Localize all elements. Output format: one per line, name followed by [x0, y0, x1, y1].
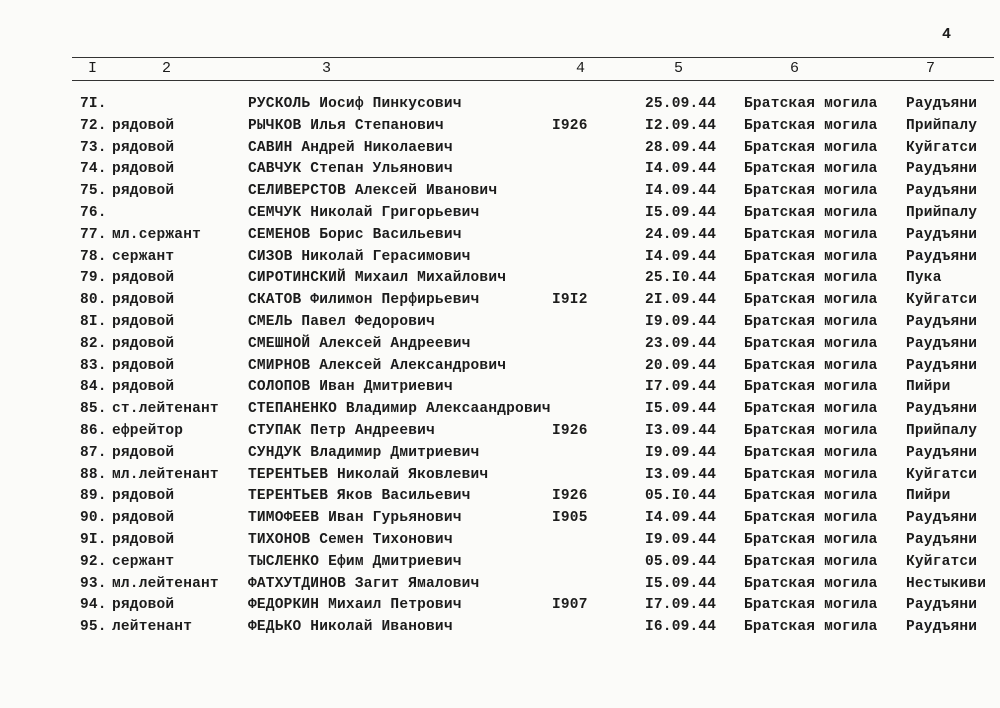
record-birth-year: I926 [552, 488, 588, 505]
table-row [0, 314, 1000, 336]
record-death-date: I9.09.44 [645, 314, 717, 330]
table-row [0, 597, 1000, 619]
record-burial-type: Братская могила [744, 532, 878, 548]
record-name: РУСКОЛЬ Иосиф Пинкусович [248, 96, 462, 112]
record-rank: рядовой [112, 139, 175, 156]
record-name: СМИРНОВ Алексей Александрович [248, 357, 507, 374]
record-burial-place: Раудъяни [906, 183, 978, 200]
record-rank: сержант [112, 553, 175, 570]
record-name: СТУПАК Петр Андреевич [248, 423, 435, 439]
record-number: 84. [80, 379, 107, 396]
record-name: РЫЧКОВ Илья Степанович [248, 117, 444, 134]
record-burial-type: Братская могила [744, 314, 878, 330]
record-rank: лейтенант [112, 619, 193, 636]
record-name: СЕМЧУК Николай Григорьевич [248, 205, 480, 221]
record-rank: ст.лейтенант [112, 401, 219, 418]
table-row [0, 401, 1000, 423]
table-row [0, 140, 1000, 162]
record-burial-place: Раудъяни [906, 532, 978, 548]
record-rank: рядовой [112, 597, 175, 614]
table-row [0, 336, 1000, 358]
record-burial-type: Братская могила [744, 248, 878, 265]
record-name: ТИМОФЕЕВ Иван Гурьянович [248, 510, 462, 527]
record-name: СИЗОВ Николай Герасимович [248, 248, 471, 265]
record-death-date: 23.09.44 [645, 335, 717, 352]
record-death-date: I9.09.44 [645, 444, 717, 461]
record-name: СКАТОВ Филимон Перфирьевич [248, 292, 480, 309]
record-name: ФАТХУТДИНОВ Загит Ямалович [248, 575, 480, 592]
record-name: СМЕШНОЙ Алексей Андреевич [248, 335, 471, 352]
record-death-date: I4.09.44 [645, 183, 717, 200]
record-burial-type: Братская могила [744, 510, 878, 527]
table-row [0, 118, 1000, 140]
record-death-date: I6.09.44 [645, 619, 717, 636]
record-burial-place: Раудъяни [906, 597, 978, 614]
record-name: САВЧУК Степан Ульянович [248, 161, 453, 178]
record-burial-place: Пийри [906, 488, 951, 505]
record-name: ТЫСЛЕНКО Ефим Дмитриевич [248, 553, 462, 570]
table-row [0, 96, 1000, 118]
record-burial-type: Братская могила [744, 619, 878, 636]
record-number: 73. [80, 139, 107, 156]
table-row [0, 227, 1000, 249]
record-number: 8I. [80, 314, 107, 330]
record-death-date: I5.09.44 [645, 575, 717, 592]
column-header-3: 3 [322, 60, 332, 77]
table-row [0, 619, 1000, 641]
record-burial-type: Братская могила [744, 96, 878, 112]
record-name: СМЕЛЬ Павел Федорович [248, 314, 435, 330]
record-burial-type: Братская могила [744, 270, 878, 287]
record-burial-place: Пука [906, 270, 942, 287]
record-rank: ефрейтор [112, 423, 184, 439]
record-death-date: I5.09.44 [645, 401, 717, 418]
table-row [0, 445, 1000, 467]
record-death-date: I4.09.44 [645, 248, 717, 265]
table-row [0, 532, 1000, 554]
record-death-date: 28.09.44 [645, 139, 717, 156]
record-name: ТИХОНОВ Семен Тихонович [248, 532, 453, 548]
record-number: 95. [80, 619, 107, 636]
record-rank: рядовой [112, 532, 175, 548]
record-burial-place: Раудъяни [906, 357, 978, 374]
record-name: ФЕДОРКИН Михаил Петрович [248, 597, 462, 614]
record-burial-type: Братская могила [744, 161, 878, 178]
record-burial-type: Братская могила [744, 423, 878, 439]
record-birth-year: I907 [552, 597, 588, 614]
record-number: 93. [80, 575, 107, 592]
record-name: ТЕРЕНТЬЕВ Николай Яковлевич [248, 466, 489, 483]
record-burial-type: Братская могила [744, 292, 878, 309]
table-row [0, 467, 1000, 489]
record-rank: рядовой [112, 488, 175, 505]
record-burial-place: Куйгатси [906, 466, 978, 483]
record-death-date: 20.09.44 [645, 357, 717, 374]
record-number: 94. [80, 597, 107, 614]
record-number: 90. [80, 510, 107, 527]
record-burial-place: Раудъяни [906, 248, 978, 265]
record-number: 80. [80, 292, 107, 309]
column-header-4: 4 [576, 60, 586, 77]
record-death-date: 05.I0.44 [645, 488, 717, 505]
table-row [0, 292, 1000, 314]
record-number: 87. [80, 444, 107, 461]
record-burial-type: Братская могила [744, 597, 878, 614]
record-number: 77. [80, 226, 107, 243]
table-row [0, 161, 1000, 183]
column-header-6: 6 [790, 60, 800, 77]
record-number: 7I. [80, 96, 107, 112]
record-name: СУНДУК Владимир Дмитриевич [248, 444, 480, 461]
record-death-date: I4.09.44 [645, 510, 717, 527]
record-rank: рядовой [112, 357, 175, 374]
record-burial-place: Раудъяни [906, 510, 978, 527]
record-burial-place: Раудъяни [906, 444, 978, 461]
record-birth-year: I926 [552, 117, 588, 134]
record-burial-type: Братская могила [744, 335, 878, 352]
record-number: 86. [80, 423, 107, 439]
record-burial-place: Куйгатси [906, 553, 978, 570]
record-death-date: 25.I0.44 [645, 270, 717, 287]
column-header-7: 7 [926, 60, 936, 77]
page-number: 4 [942, 26, 952, 43]
record-burial-type: Братская могила [744, 183, 878, 200]
record-burial-place: Раудъяни [906, 161, 978, 178]
record-burial-place: Раудъяни [906, 96, 978, 112]
column-header-5: 5 [674, 60, 684, 77]
record-burial-place: Раудъяни [906, 619, 978, 636]
record-death-date: I3.09.44 [645, 466, 717, 483]
record-name: СОЛОПОВ Иван Дмитриевич [248, 379, 453, 396]
record-rank: рядовой [112, 335, 175, 352]
record-number: 85. [80, 401, 107, 418]
record-burial-place: Куйгатси [906, 292, 978, 309]
record-rank: рядовой [112, 161, 175, 178]
table-row [0, 423, 1000, 445]
record-number: 76. [80, 205, 107, 221]
record-burial-type: Братская могила [744, 401, 878, 418]
table-row [0, 510, 1000, 532]
record-rank: рядовой [112, 292, 175, 309]
record-burial-place: Раудъяни [906, 314, 978, 330]
record-burial-place: Куйгатси [906, 139, 978, 156]
record-name: СИРОТИНСКИЙ Михаил Михайлович [248, 270, 507, 287]
record-burial-type: Братская могила [744, 466, 878, 483]
record-death-date: I7.09.44 [645, 597, 717, 614]
record-number: 72. [80, 117, 107, 134]
record-number: 82. [80, 335, 107, 352]
record-birth-year: I905 [552, 510, 588, 527]
record-death-date: I4.09.44 [645, 161, 717, 178]
record-burial-type: Братская могила [744, 575, 878, 592]
table-row [0, 270, 1000, 292]
record-burial-place: Нестыкиви [906, 575, 987, 592]
record-rank: рядовой [112, 183, 175, 200]
record-number: 75. [80, 183, 107, 200]
table-row [0, 554, 1000, 576]
record-death-date: I7.09.44 [645, 379, 717, 396]
record-name: СЕЛИВЕРСТОВ Алексей Иванович [248, 183, 498, 200]
record-rank: рядовой [112, 444, 175, 461]
record-burial-type: Братская могила [744, 205, 878, 221]
record-number: 83. [80, 357, 107, 374]
record-number: 92. [80, 553, 107, 570]
record-burial-place: Раудъяни [906, 335, 978, 352]
record-rank: сержант [112, 248, 175, 265]
record-number: 79. [80, 270, 107, 287]
record-burial-place: Прийпалу [906, 423, 978, 439]
record-death-date: 05.09.44 [645, 553, 717, 570]
record-birth-year: I9I2 [552, 292, 588, 309]
record-name: ТЕРЕНТЬЕВ Яков Васильевич [248, 488, 471, 505]
table-row [0, 358, 1000, 380]
column-header-1: I [88, 60, 98, 77]
table-row [0, 183, 1000, 205]
record-number: 88. [80, 466, 107, 483]
record-burial-type: Братская могила [744, 357, 878, 374]
table-row [0, 576, 1000, 598]
table-row [0, 249, 1000, 271]
record-death-date: I9.09.44 [645, 532, 717, 548]
table-row [0, 379, 1000, 401]
record-name: САВИН Андрей Николаевич [248, 139, 453, 156]
record-burial-type: Братская могила [744, 139, 878, 156]
record-burial-place: Прийпалу [906, 117, 978, 134]
record-rank: рядовой [112, 314, 175, 330]
header-bottom-rule [72, 80, 994, 81]
record-rank: мл.лейтенант [112, 466, 219, 483]
record-name: СЕМЕНОВ Борис Васильевич [248, 226, 462, 243]
record-burial-place: Раудъяни [906, 226, 978, 243]
record-burial-type: Братская могила [744, 379, 878, 396]
table-row [0, 205, 1000, 227]
record-name: ФЕДЬКО Николай Иванович [248, 619, 453, 636]
record-rank: рядовой [112, 270, 175, 287]
record-death-date: 24.09.44 [645, 226, 717, 243]
table-row [0, 488, 1000, 510]
record-burial-place: Прийпалу [906, 205, 978, 221]
record-death-date: I5.09.44 [645, 205, 717, 221]
record-death-date: I2.09.44 [645, 117, 717, 134]
record-number: 74. [80, 161, 107, 178]
record-burial-place: Раудъяни [906, 401, 978, 418]
record-rank: рядовой [112, 117, 175, 134]
record-death-date: 25.09.44 [645, 96, 717, 112]
record-burial-type: Братская могила [744, 553, 878, 570]
record-rank: рядовой [112, 510, 175, 527]
column-header-2: 2 [162, 60, 172, 77]
record-rank: мл.сержант [112, 226, 202, 243]
record-name: СТЕПАНЕНКО Владимир Алексаандрович [248, 401, 551, 418]
record-burial-type: Братская могила [744, 488, 878, 505]
record-death-date: I3.09.44 [645, 423, 717, 439]
record-number: 78. [80, 248, 107, 265]
record-burial-type: Братская могила [744, 117, 878, 134]
record-rank: мл.лейтенант [112, 575, 219, 592]
record-birth-year: I926 [552, 423, 588, 439]
record-rank: рядовой [112, 379, 175, 396]
record-number: 89. [80, 488, 107, 505]
record-burial-type: Братская могила [744, 444, 878, 461]
record-burial-type: Братская могила [744, 226, 878, 243]
record-burial-place: Пийри [906, 379, 951, 396]
record-number: 9I. [80, 532, 107, 548]
header-top-rule [72, 57, 994, 58]
record-death-date: 2I.09.44 [645, 292, 717, 309]
